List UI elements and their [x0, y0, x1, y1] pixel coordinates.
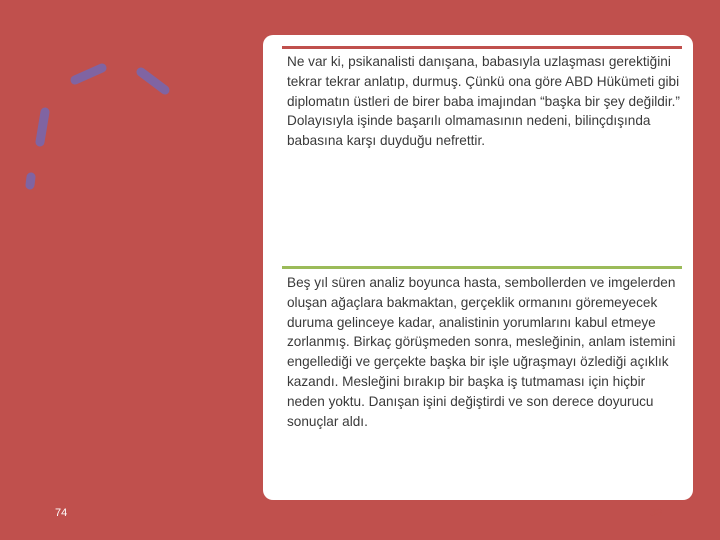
- dashed-circle-decoration: [0, 0, 200, 200]
- page-number-left: 74: [55, 507, 68, 519]
- middle-divider: [282, 266, 682, 269]
- decoration-dash: [141, 72, 165, 90]
- paragraph-second: Beş yıl süren analiz boyunca hasta, sembollerden ve imgelerden oluşan ağaçlara bakmaktan, gerçeklik ormanını göremeyecek duruma gelinceye kadar, analistinin yorumlarını kabul etmeye zorlanmış. Birkaç görüşmeden sonra, mesleğinin, anlam istemini engellediği ve gerçekte başka bir işle uğraşmayı özlediği açıklık kazandı. Mesleğini bırakıp bir başka iş tutmaması için hiçbir neden yoktu. Danışan işini değiştirdi ve son derece doyurucu sonuçlar aldı.: [287, 275, 676, 429]
- page-number-right: 38: [650, 507, 663, 519]
- top-divider: [282, 46, 682, 49]
- decoration-dash: [75, 68, 102, 80]
- decoration-dash: [30, 177, 31, 185]
- decoration-dash: [40, 112, 45, 142]
- paragraph-first: Ne var ki, psikanalisti danışana, babasıyla uzlaşması gerektiğini tekrar tekrar anlatıp, durmuş. Çünkü ona göre ABD Hükümeti gibi diplomatın üstleri de birer baba imajından “başka bir şey değildir.” Dolayısıyla işinde başarılı olmamasının nedeni, bilinçdışında babasına karşı duyduğu nefrettir.: [287, 54, 680, 149]
